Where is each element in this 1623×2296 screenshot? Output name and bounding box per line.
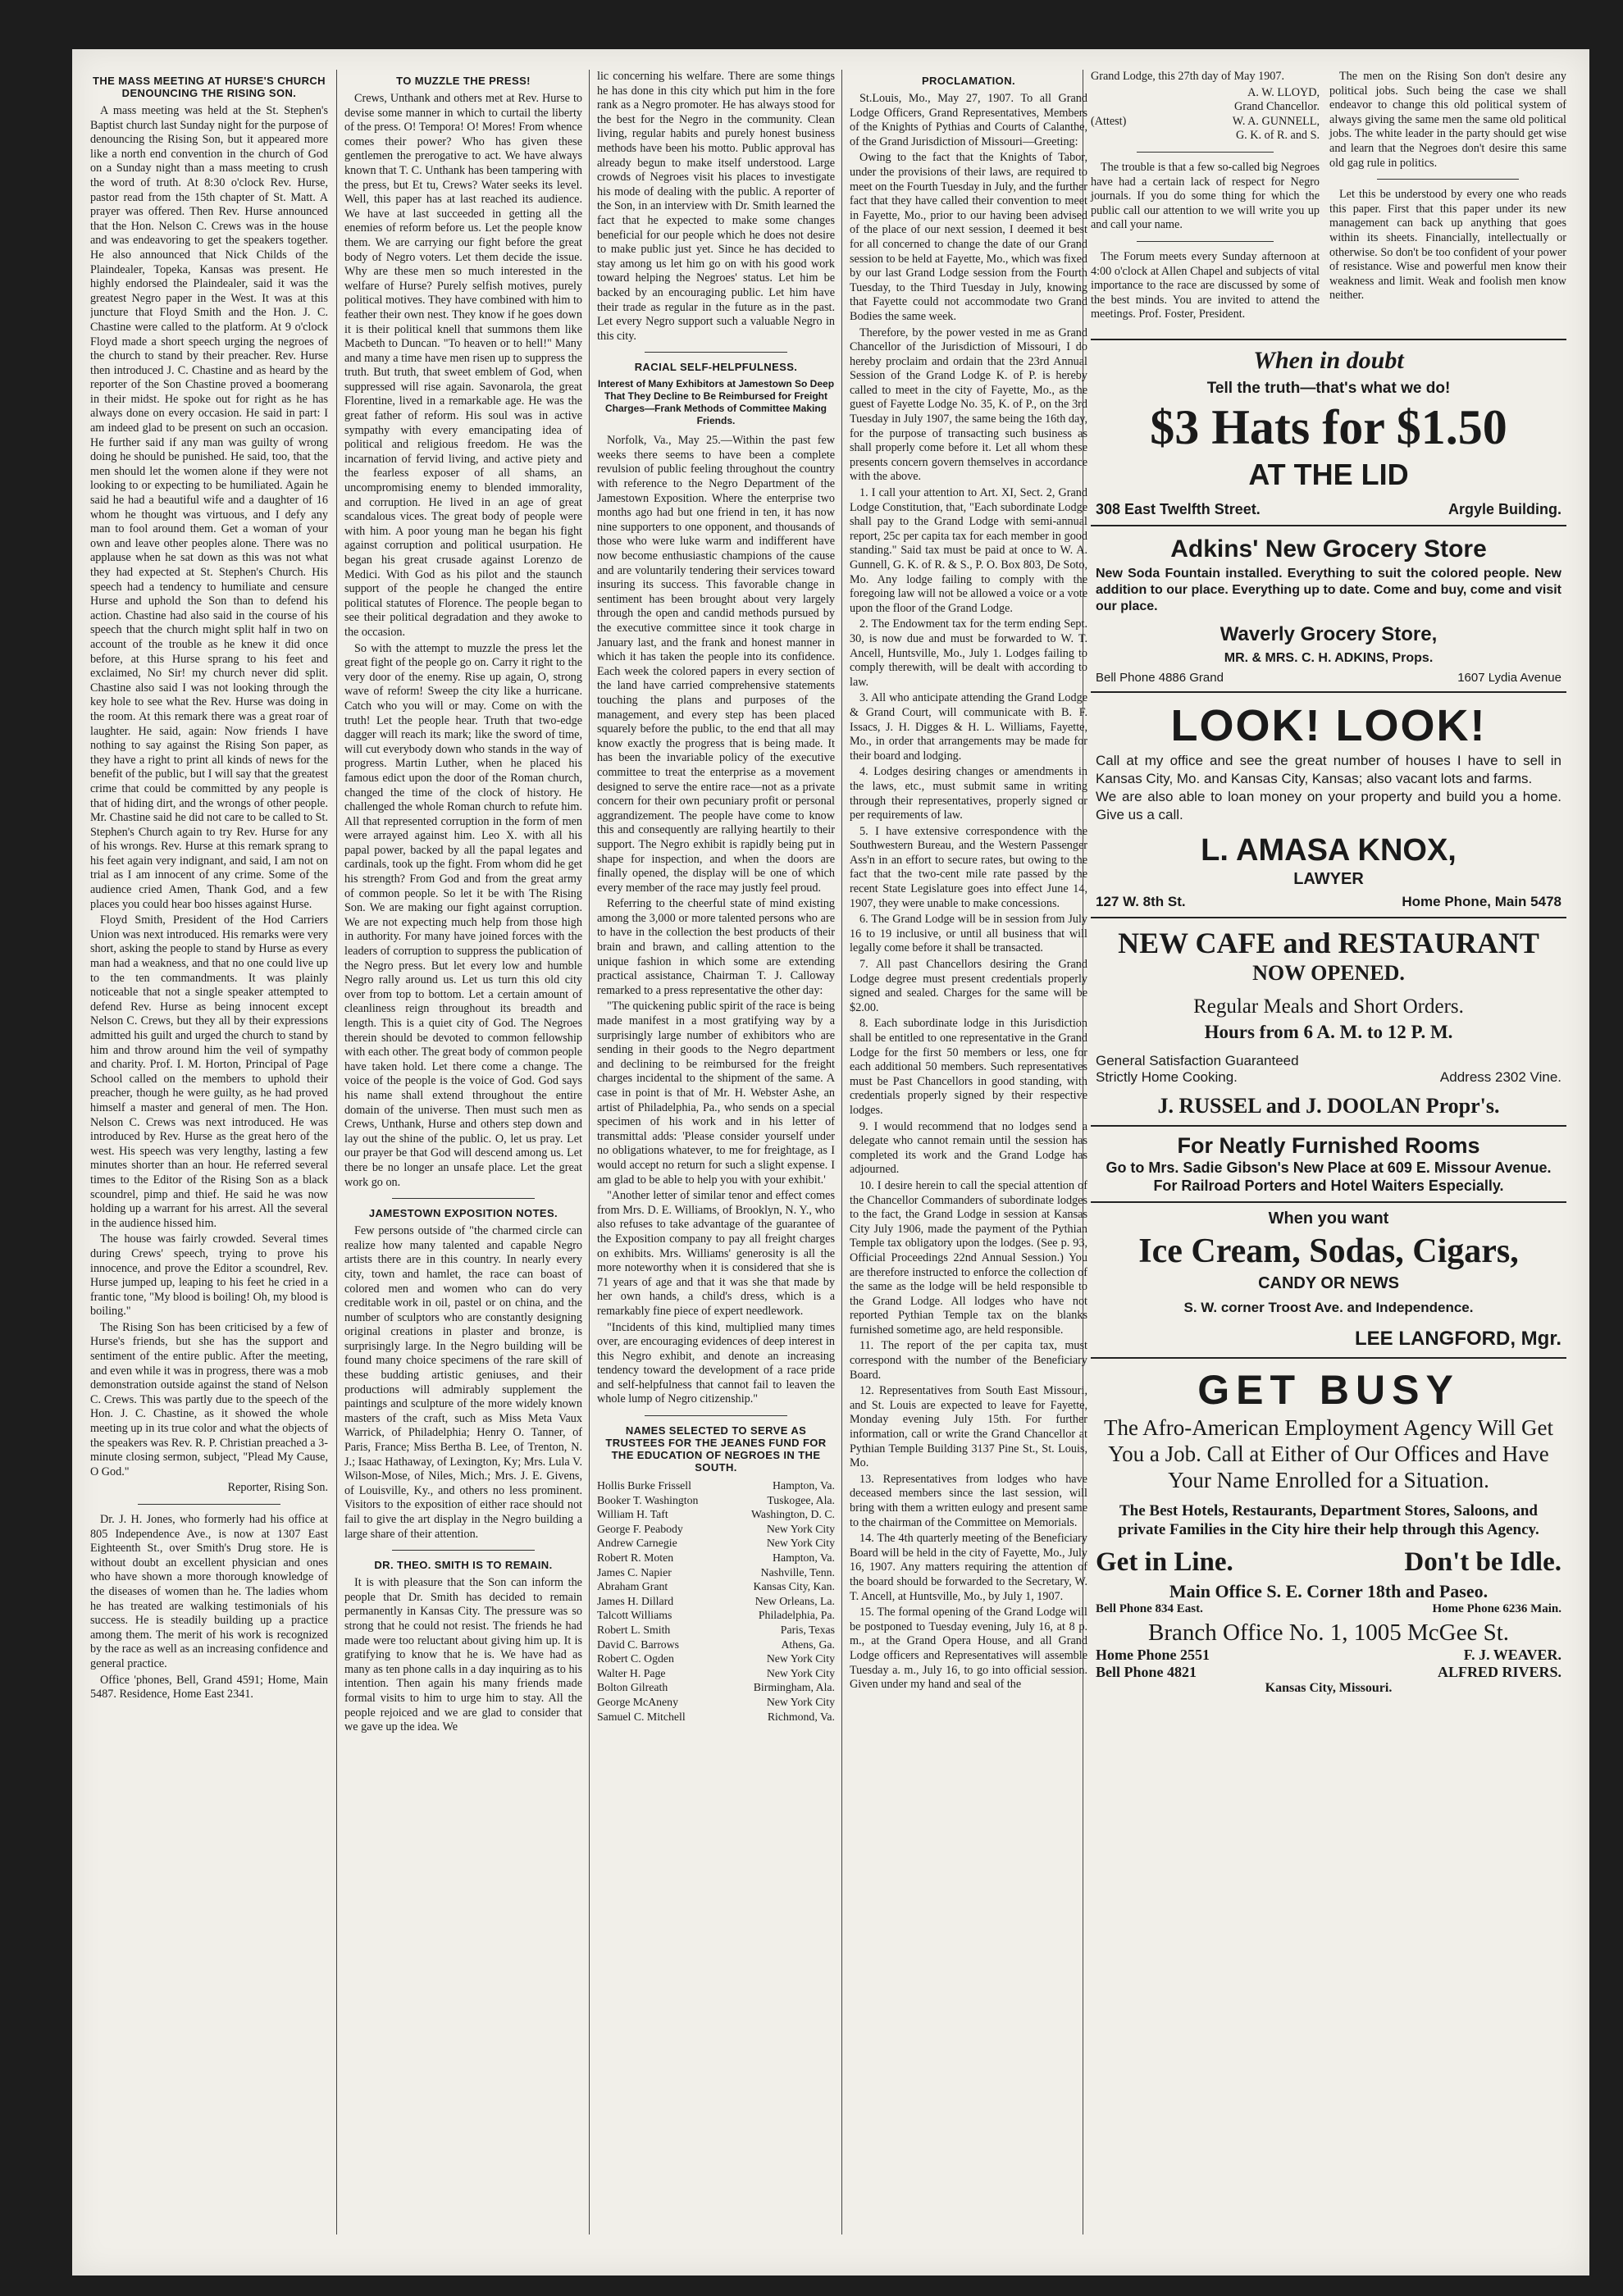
signature: W. A. GUNNELL, bbox=[1232, 114, 1320, 128]
rooms-ad bbox=[1091, 1125, 1566, 1201]
divider bbox=[1137, 241, 1274, 242]
trustee-row bbox=[597, 1551, 835, 1565]
ad-store-name: Waverly Grocery Store, bbox=[1220, 622, 1438, 645]
divider bbox=[1137, 152, 1274, 153]
divider bbox=[1377, 179, 1519, 180]
article-headline: RACIAL SELF-HELPFULNESS. bbox=[634, 361, 798, 374]
trustee-name: Robert R. Moten bbox=[597, 1551, 674, 1565]
ad-address: Address 2302 Vine. bbox=[1439, 1068, 1561, 1085]
trustee-location: Washington, D. C. bbox=[751, 1508, 835, 1521]
trustee-row bbox=[597, 1594, 835, 1609]
ad-text: Strictly Home Cooking. bbox=[1096, 1068, 1238, 1085]
trustee-row bbox=[597, 1522, 835, 1537]
ad-name: ALFRED RIVERS. bbox=[1437, 1663, 1561, 1680]
trustee-location: New York City bbox=[766, 1537, 835, 1550]
ad-title: LOOK! LOOK! bbox=[1170, 700, 1487, 750]
proclamation-paragraph: 9. I would recommend that no lodges send a delegate who cannot remain until the session has completed its work and the Grand Lodge has adjourned. bbox=[850, 1119, 1087, 1177]
trustee-name: Walter H. Page bbox=[597, 1666, 666, 1679]
advertisements bbox=[1091, 70, 1566, 1702]
employment-ad bbox=[1091, 1357, 1566, 1702]
proclamation-paragraph: 13. Representatives from lodges who have deceased members since the last session, will bring with them a written eulogy and present same to the chairman of the Committee on Memorials. bbox=[850, 1472, 1087, 1529]
trustee-row bbox=[597, 1536, 835, 1551]
ad-title: For Neatly Furnished Rooms bbox=[1177, 1132, 1480, 1158]
column-rule bbox=[336, 70, 337, 2234]
ad-text: New Soda Fountain installed. Everything to suit the colored people. New addition to our place. Everything up to date. Come and buy, come and visit our place. bbox=[1096, 566, 1561, 613]
article-paragraph: lic concerning his welfare. There are some things he has done in this city which put him in the fore rank as a Negro promoter. He has always stood for the best for the Negro in the community. Clean living, regular habits and purely honest business methods have been his motto. Public approval has already begun to make itself understood. Large crowds of Negroes visit his places to investigate his mode of dealing with the public. A reporter of the Son, in an interview with Dr. Smith learned the fact that he expected to make some changes beneficial for our people which he does not desire to make public just yet. Since he has decided to stay among us let him go on with his good work toward helping the Negroes' status. Let him be backed by an encouraging public. Let him have their trade as regular in the future as in the past. Let every Negro support such a valuable Negro in this city. bbox=[597, 70, 835, 343]
proclamation-paragraph: 7. All past Chancellors desiring the Grand Lodge degree must present credentials properly signed and sealed. Charges for the same will be $2.00. bbox=[850, 958, 1087, 1014]
trustee-list bbox=[597, 1478, 835, 1724]
trustee-row bbox=[597, 1493, 835, 1508]
trustee-row bbox=[597, 1710, 835, 1724]
proclamation-paragraph: 15. The formal opening of the Grand Lodge will be postponed to Tuesday evening, July 16, at 8 p. m., at the Grand Opera House, and all Grand Lodge officers and Representatives will assemble Tuesday a. m., July 16, to go into official session. Given under my hand and seal of the bbox=[850, 1606, 1087, 1692]
trustee-location: Hampton, Va. bbox=[772, 1551, 835, 1565]
ad-hours: Hours from 6 A. M. to 12 P. M. bbox=[1204, 1021, 1453, 1042]
ad-title: When in doubt bbox=[1253, 346, 1404, 374]
proclamation-end: Grand Lodge, this 27th day of May 1907. bbox=[1091, 70, 1285, 83]
article-headline: JAMESTOWN EXPOSITION NOTES. bbox=[368, 1207, 558, 1220]
signature-title: G. K. of R. and S. bbox=[1235, 129, 1320, 143]
article-paragraph: A mass meeting was held at the St. Stephen's Baptist church last Sunday night for the purpose of denouncing the Rising Son, but it appeared more like a north end convention in the church of God on a Sunday night than a mass meeting to crush the word of truth. At 8:30 o'clock Rev. Hurse, pastor read from the 15th chapter of St. Matt. A prayer was offered. Then Rev. Hurse announced that the Hon. Nelson C. Crews was in the house and was endeavoring to get the speakers together. He also announced that Nick Childs of the Plaindealer, Topeka, Kansas was present. He highly endorsed the Plaindealer, said it was the greatest Negro paper in the West. It was at this juncture that Floyd Smith and the Hon. J. C. Chastine were called to the platform. At 9 o'clock Floyd made a short speech urging the negroes of the church to stand by their preacher. Rev. Hurse then introduced J. C. Chastine and as heard by the reporter of the Son Chastine proved a boomerang in their midst. He spoke out for right as he has always done on every occasion. He said in part: I am indeed glad to be present on such an occasion. He further said if any man was guilty of wrong doing he should be punished. He said, too, that the men should let the women alone if they were not looking to or expecting to be humiliated. Again he said he had a beautiful wife and a daughter of 16 whom he thought was virtuous, and I defy any man to fool around them. Get a woman of your own and leave other peoples alone. There was no applause when he sat down as this was not what they had expected at St. Stephen's Church. His speech had a tendency to humiliate and censure Hurse and uphold the Son than to defend his action. Chastine had also said in the course of his speech that the church might split half in two on account of the trouble as he knew it did once before, at this Hurse sprang to his feet and exclaimed, No Sir! my church never did split. Chastine also said I was not looking through the key hole to see what the Rev. Hurse was doing in the room. At this remark there was a great roar of laughter. He said, again: Now friends I have nothing to say against the Rising Son paper, as they have a right to print all kinds of news for the benefit of the public, but I will say that the greatest crime that could be committed by any people is that of hiding dirt, and the wrongs of other people. Mr. Chastine said he did not care to be called to St. Stephen's Church again to try Rev. Hurse for any of his wrongs. Rev. Hurse at this remark sprang to his feet again very indignant, and said, I am not on trial as I am innocent of any crime. Some of the audience cried Amen, Thank God, and a few places you could hear boo hisses against Hurse. bbox=[90, 104, 328, 911]
proclamation-paragraph: 8. Each subordinate lodge in this Jurisdiction shall be entitled to one representative in the Grand Lodge for the first 50 members or less, one for each additional 50 members. Such representatives must be Past Chancellors in good standing, with credentials properly signed by their respective lodges. bbox=[850, 1017, 1087, 1117]
ad-address: S. W. corner Troost Ave. and Independence. bbox=[1183, 1299, 1474, 1315]
trustee-location: Birmingham, Ala. bbox=[753, 1681, 835, 1694]
proclamation-paragraph: Owing to the fact that the Knights of Tabor, under the provisions of their laws, are required to meet on the Fourth Tuesday in July, and the further fact that they have called their convention to meet in Fayette, Mo., prior to our having been advised of the place of our next session, I deemed it best for all concerned to change the date of our Grand session to be held at Fayette, Mo., which was fixed by our last Grand Lodge session from the Fourth Tuesday, to the Third Tuesday in July, knowing that Fayette could not accommodate two Grand Bodies the same week. bbox=[850, 151, 1087, 323]
article-headline: PROCLAMATION. bbox=[921, 75, 1015, 87]
article-headline: TO MUZZLE THE PRESS! bbox=[396, 75, 531, 87]
article-paragraph: "Another letter of similar tenor and effect comes from Mrs. D. E. Williams, of Brooklyn, N. Y., who also refuses to take advantage of the guarantee of the Exposition company to pay all freight charges on exhibits. Mrs. Williams' generosity is all the more noteworthy when it is considered that she is 71 years of age and that it was she that made by her own hands, a child's dress, which is a remarkably fine piece of expert needlework. bbox=[597, 1189, 835, 1318]
trustee-location: Nashville, Tenn. bbox=[760, 1565, 835, 1578]
divider bbox=[392, 1550, 535, 1551]
proclamation-paragraph: 14. The 4th quarterly meeting of the Beneficiary Board will be held in the city of Fayette, Mo., July 16, 1907. Any matters requiring the attention of the board should be forwarded to the Secretary, W. T. Ancell, at Huntsville, Mo., by July 1, 1907. bbox=[850, 1532, 1087, 1603]
proclamation-body bbox=[850, 92, 1087, 1692]
ad-city: Kansas City, Missouri. bbox=[1265, 1680, 1393, 1695]
trustee-name: George F. Peabody bbox=[597, 1522, 683, 1535]
trustee-name: Bolton Gilreath bbox=[597, 1681, 668, 1694]
column-4 bbox=[850, 70, 1087, 2243]
editorial-notes bbox=[1091, 70, 1566, 324]
signature: A. W. LLOYD, bbox=[1247, 85, 1320, 99]
article-paragraph: Office 'phones, Bell, Grand 4591; Home, Main 5487. Residence, Home East 2341. bbox=[90, 1673, 328, 1702]
ad-headline: AT THE LID bbox=[1248, 457, 1409, 491]
trustee-row bbox=[597, 1651, 835, 1666]
article-headline: NAMES SELECTED TO SERVE AS TRUSTEES FOR THE JEANES FUND FOR THE EDUCATION OF NEGROES IN THE SOUTH. bbox=[605, 1424, 827, 1474]
trustee-location: Tuskogee, Ala. bbox=[767, 1493, 835, 1506]
article-subheadline: Interest of Many Exhibitors at Jamestown So Deep That They Decline to Be Reimbursed for Freight Charges—Frank Methods of Committee Making Friends. bbox=[597, 378, 835, 427]
trustee-name: Talcott Williams bbox=[597, 1609, 672, 1622]
trustee-row bbox=[597, 1666, 835, 1681]
trustee-name: Robert C. Ogden bbox=[597, 1652, 674, 1665]
trustee-row bbox=[597, 1623, 835, 1638]
ad-proprietors: MR. & MRS. C. H. ADKINS, Props. bbox=[1224, 650, 1434, 665]
ad-phone: Home Phone, Main 5478 bbox=[1402, 893, 1561, 909]
editorial-paragraph: Let this be understood by every one who reads this paper. First that this paper under its new management can back up anything that goes within its sheets. Financially, intellectually or otherwise. So don't be too confident of your power of resistance. Wise and powerful men know their weakness and limit. Weak and foolish men know neither. bbox=[1329, 188, 1566, 303]
column-1 bbox=[90, 70, 328, 2243]
trustee-row bbox=[597, 1579, 835, 1594]
article-paragraph: So with the attempt to muzzle the press let the great fight of the people go on. Carry it right to the very door of the enemy. Rise up again, O, strong wave of reform! Sweep the city like a hurricane. Catch who you will or may. Come on with the truth! Let the people hear. Truth that two-edge dagger will reach its mark; like the sword of time, will cut everybody down who stands in the way of progress. Martin Luther, when he placed his famous edict upon the door of the Roman church, changed the time of the clock of history. He challenged the whole Roman church to refute him. All that represented corruption in the form of men were arrayed against him. Leo X. with all his papal power, backed by all the papal legates and cardinals, took up the fight. From whom did he get his strength? From God and from the great army of common people. So let it be with The Rising Son. We are making our fight against corruption. We are not expecting much help from those high in authority. For many have joined forces with the leaders of corruption to suppress the publication of the Negro press. But let every low and humble Negro rally around us. Let us turn this old city over from top to bottom. Let a certain amount of cleanliness reign throughout its breadth and length. This is a quiet city of God. The Negroes therein should be devoted to common fellowship with each other. The great body of common people have taken hold. Let there come a change. The voice of the people is the voice of God. God says his name shall extend throughout the entire domain of the universe. Then must such men as Crews, Unthank, Hurse and others step down and lay out the shine of the public. O, let us pray. Let our prayer be that God will descend among us. Let there be no longer an unsafe place. Let the great work go on. bbox=[344, 641, 582, 1189]
ad-address: Branch Office No. 1, 1005 McGee St. bbox=[1148, 1619, 1509, 1646]
trustee-location: New York City bbox=[766, 1695, 835, 1708]
proclamation-paragraph: 12. Representatives from South East Missouri, and St. Louis are expected to leave for Fayette, Monday evening July 15th. For further information, call or write the Grand Chancellor at Pythian Temple Building 3137 Pine St., St. Louis, Mo. bbox=[850, 1384, 1087, 1470]
ad-text: The Best Hotels, Restaurants, Department Stores, Saloons, and private Families in the City hire their help through this Agency. bbox=[1118, 1501, 1539, 1538]
article-paragraph: It is with pleasure that the Son can inform the people that Dr. Smith has decided to remain permanently in Kansas City. The pressure was so strong that he could not resist. The friends he had made were too reluctant about giving him up. It is gratifying to know that he is. We have had as many as ten phone calls in a day inquiring as to his intention. Then again his many friends made formal visits to him to urge him to stay. All the people rejoiced and we are glad to consider that we gave up the idea. We bbox=[344, 1576, 582, 1734]
article-paragraph: Referring to the cheerful state of mind existing among the 3,000 or more talented persons who are to have in the collection the best products of their brain and brawn, and calling attention to the unique fashion in which some are extending practical assistance, Chairman T. J. Calloway remarked to a press representative the other day: bbox=[597, 897, 835, 997]
ad-title: Ice Cream, Sodas, Cigars, bbox=[1138, 1232, 1519, 1270]
trustee-location: Hampton, Va. bbox=[772, 1479, 835, 1492]
trustee-row bbox=[597, 1507, 835, 1522]
ad-proprietors: J. RUSSEL and J. DOOLAN Propr's. bbox=[1157, 1093, 1500, 1118]
ad-profession: LAWYER bbox=[1293, 869, 1364, 888]
ad-subtitle: CANDY OR NEWS bbox=[1258, 1273, 1399, 1292]
article-paragraph: The Rising Son has been criticised by a few of Hurse's friends, but she has the support and sentiment of the entire public. After the meeting, and even while it was in progress, there was a mob demonstration outside against the stand of Nelson C. Crews. This was partly due to the speech of the Hon. J. C. Chastine, as it showed the whole meeting up in its true color and what the objects of the speakers was Rev. R. P. Christian preached a 3-minute closing sermon, subject, "Plead My Cause, O God." bbox=[90, 1320, 328, 1478]
cafe-ad bbox=[1091, 917, 1566, 1125]
article-paragraph: Norfolk, Va., May 25.—Within the past few weeks there seems to have been a complete revulsion of public feeling throughout the country with reference to the Negro Department of the Jamestown Exposition. Where the enterprise two months ago had but one friend in ten, it has now nine supporters to one opponent, and thousands of those who were luke warm and indifferent have now become enthusiastic champions of the cause and are voluntarily tendering their services toward insuring its success. This favorable change in sentiment has been brought about very largely through the open and candid methods pursued by the executive committee since it took charge in January last, and the frank and honest manner in which it has taken the people into its confidence. Each week the colored papers in every section of the land have carried comprehensive statements touching the plans and purposes of the management, and every step has been placed squarely before the public, to the end that all may know exactly the progress that is being made. It has been the invariable policy of the executive committee to treat the enterprise as a movement designed to serve the entire race—not as a private concern for their own pecuniary profit or personal aggrandizement. The people have come to know this and consequently are rallying heartily to their support. The Negro exhibit is rapidly being put in shape for inspection, and when the doors are finally opened, the display will be one of which every member of the race may justly feel proud. bbox=[597, 434, 835, 895]
proclamation-paragraph: 4. Lodges desiring changes or amendments in the laws, etc., must submit same in writing through their representatives, properly signed or per requirements of law. bbox=[850, 765, 1087, 822]
column-3 bbox=[597, 70, 835, 2243]
trustee-location: Paris, Texas bbox=[780, 1624, 835, 1636]
ad-phone: Home Phone 2551 bbox=[1096, 1646, 1210, 1663]
ad-text: General Satisfaction Guaranteed bbox=[1096, 1052, 1299, 1068]
proclamation-paragraph: 2. The Endowment tax for the term ending Sept. 30, is now due and must be forwarded to W. T. Ancell, Huntsville, Mo., July 1. Lodges failing to comply therewith, will be dealt with according to law. bbox=[850, 617, 1087, 689]
trustee-row bbox=[597, 1478, 835, 1493]
trustee-name: William H. Taft bbox=[597, 1508, 668, 1521]
trustee-location: Athens, Ga. bbox=[781, 1638, 835, 1651]
ad-text: We are also able to loan money on your property and build you a home. Give us a call. bbox=[1096, 788, 1561, 822]
trustee-name: George McAneny bbox=[597, 1695, 678, 1708]
trustee-name: Robert L. Smith bbox=[597, 1624, 671, 1636]
ad-text: The Afro-American Employment Agency Will Get You a Job. Call at Either of Our Offices and Have Your Name Enrolled for a Situation. bbox=[1103, 1414, 1553, 1492]
proclamation-paragraph: St.Louis, Mo., May 27, 1907. To all Grand Lodge Officers, Grand Representatives, Members of the Knights of Pythias and Courts of Calanthe, of the Grand Jurisdiction of Missouri—Greeting: bbox=[850, 92, 1087, 148]
ad-subtitle: Tell the truth—that's what we do! bbox=[1206, 379, 1451, 397]
trustee-name: Hollis Burke Frissell bbox=[597, 1479, 691, 1492]
article-headline: THE MASS MEETING AT HURSE'S CHURCH DENOUNCING THE RISING SON. bbox=[93, 75, 326, 99]
ad-subtitle: NOW OPENED. bbox=[1252, 960, 1405, 985]
trustee-location: Philadelphia, Pa. bbox=[758, 1609, 835, 1622]
article-paragraph: "Incidents of this kind, multiplied many times over, are encouraging evidences of deep interest in this Negro exhibit, and denote an increasing tendency toward the development of a race pride and self-helpfulness that cannot fail to leaven the whole lump of Negro citizenship." bbox=[597, 1320, 835, 1406]
trustee-row bbox=[597, 1695, 835, 1710]
trustee-name: Andrew Carnegie bbox=[597, 1537, 677, 1550]
proclamation-paragraph: 6. The Grand Lodge will be in session from July 16 to 19 inclusive, or until all business that will legally come before it shall be transacted. bbox=[850, 913, 1087, 955]
proclamation-paragraph: 11. The report of the per capita tax, must correspond with the number of the Beneficiary Board. bbox=[850, 1339, 1087, 1382]
trustee-name: Booker T. Washington bbox=[597, 1493, 699, 1506]
ad-headline: $3 Hats for $1.50 bbox=[1150, 399, 1507, 454]
icecream-ad bbox=[1091, 1201, 1566, 1357]
newspaper-page bbox=[72, 49, 1589, 2276]
ad-title: NEW CAFE and RESTAURANT bbox=[1118, 926, 1539, 959]
hats-ad bbox=[1091, 339, 1566, 525]
trustee-location: New York City bbox=[766, 1666, 835, 1679]
ad-address: 1607 Lydia Avenue bbox=[1457, 670, 1561, 685]
trustee-location: New Orleans, La. bbox=[755, 1594, 835, 1607]
trustee-row bbox=[597, 1565, 835, 1580]
trustee-name: Samuel C. Mitchell bbox=[597, 1710, 686, 1723]
ad-manager: LEE LANGFORD, Mgr. bbox=[1355, 1327, 1561, 1350]
column-rule bbox=[841, 70, 842, 2234]
editorial-paragraph: The Forum meets every Sunday afternoon at 4:00 o'clock at Allen Chapel and subjects of vital importance to the race are discussed by some of the best minds. You are invited to attend the meetings. Prof. Foster, President. bbox=[1091, 249, 1320, 321]
article-paragraph: Crews, Unthank and others met at Rev. Hurse to devise some manner in which to curtail the liberty of the press. O! Tempora! O! Mores! From whence comes their power? Who has given these gentlemen the prerogative to act. We have always known that T. C. Unthank has been tampering with the press, but Et tu, Crews? Water seeks its level. Well, this paper has at last reached its audience. We have at last succeeded in getting all the enemies of reform before us. Let the people know them. We are carrying our fight before the great body of Negro voters. Let them decide the issue. Why are these men so much interested in the welfare of Hurse? Purely selfish motives, purely political motives. They have combined with him to feather their own nest. They know if he goes down it is their political knell that summons them like Macbeth to Duncan. "To heaven or to hell!" Many and many a time have men risen up to suppress the truth. But truth, that sweet emblem of God, when suppressed will rise again. Savonarola, the great Florentine, lived in a remarkable age. He was the great father of reform. His soul was in active sympathy with every emancipating idea of political and religious freedom. He was the incarnation of fervid living, and active piety and the fearless exposer of all shams, an uncompromising enemy to blended immorality, and corruption. He lived in an age of great scandalous vices. The great body of people were with him. A poor young man he began his fight against corruption and political usurpation. He began his great crusade against Lorenzo de Medici. With God as his pilot and the staunch support of the people he changed the entire political statutes of Florence. The people began to see their political degradation and they awoke to the occasion. bbox=[344, 92, 582, 639]
divider bbox=[645, 1415, 787, 1416]
ad-address: 308 East Twelfth Street. bbox=[1096, 500, 1261, 517]
ad-text: Go to Mrs. Sadie Gibson's New Place at 609 E. Missour Avenue. For Railroad Porters and Hotel Waiters Especially. bbox=[1106, 1159, 1552, 1194]
ad-name: L. AMASA KNOX, bbox=[1201, 832, 1457, 868]
ad-slogan: Don't be Idle. bbox=[1404, 1547, 1561, 1577]
signature-title: Grand Chancellor. bbox=[1234, 100, 1320, 114]
column-2 bbox=[344, 70, 582, 2243]
divider bbox=[645, 352, 787, 353]
ad-slogan: Get in Line. bbox=[1096, 1547, 1233, 1577]
ad-phone: Home Phone 6236 Main. bbox=[1432, 1601, 1561, 1615]
ad-title: GET BUSY bbox=[1197, 1366, 1460, 1413]
article-paragraph: The house was fairly crowded. Several times during Crews' speech, trying to prove his innocence, and prove the Editor a scoundrel, Rev. Hurse jumped up, leaping to his feet he cried in a frantic tone, "My blood is boiling! Oh, my blood is boiling." bbox=[90, 1232, 328, 1319]
column-rule bbox=[589, 70, 590, 2234]
real-estate-ad bbox=[1091, 691, 1566, 917]
trustee-row bbox=[597, 1608, 835, 1623]
article-paragraph: "The quickening public spirit of the race is being made manifest in a most gratifying way by a surprisingly large number of exhibitors who are sending in their goods to the Negro department and declining to be reimbursed for the freight charges incidental to the shipment of the same. A case in point is that of Mr. H. Webster Ashe, an artist of Philadelphia, Pa., who sends on a special specimen of his work and in his letter of transmittal adds: 'Please consider yourself under no obligations whatever, to me for freightage, as I would accept no return for such a slight expense. I am glad to be able to help you with your exhibit.' bbox=[597, 1000, 835, 1187]
trustee-location: Kansas City, Kan. bbox=[753, 1580, 835, 1593]
ad-phone: Bell Phone 4821 bbox=[1096, 1663, 1197, 1680]
reporter-credit: Reporter, Rising Son. bbox=[227, 1481, 328, 1495]
article-paragraph: Few persons outside of "the charmed circle can realize how many talented and capable Negro artists there are in this country. In nearly every city, town and hamlet, the race can boast of colored men and women who can do very creditable work in oil, pastel or on china, and the number of sculptors who are constantly designing original creations in plaster and bronze, is surprisingly large. In the Negro building will be found many choice specimens of the rare skill of these budding artistic geniuses, and their productions will admirably supplement the paintings and sculpture of the more widely known masters of the craft, such as Miss Meta Vaux Warrick, of Philadelphia; Henry O. Tanner, of Paris, France; Miss Bertha B. Lee, of Trenton, N. J.; Isaac Hathaway, of Lexington, Ky; Mrs. Lula V. Wilson-Mose, of Niles, Mich.; Mrs. J. E. Givens, of Louisville, Ky., and others no less prominent. Visitors to the exposition of either race should not fail to give the art display in the Negro building a large share of their attention. bbox=[344, 1224, 582, 1541]
ad-phone: Bell Phone 834 East. bbox=[1096, 1601, 1203, 1615]
trustee-row bbox=[597, 1680, 835, 1695]
editorial-paragraph: The trouble is that a few so-called big Negroes have had a certain lack of respect for Negro journals. If you do some thing for which the public call our attention to we will write you up and call your name. bbox=[1091, 160, 1320, 232]
attest-label: (Attest) bbox=[1091, 114, 1127, 128]
trustee-location: New York City bbox=[766, 1522, 835, 1535]
trustee-location: New York City bbox=[766, 1652, 835, 1665]
ad-text: Call at my office and see the great number of houses I have to sell in Kansas City, Mo. and Kansas City, Kansas; also vacant lots and farms. bbox=[1096, 752, 1561, 786]
ad-subtitle: When you want bbox=[1268, 1209, 1389, 1228]
ad-building: Argyle Building. bbox=[1447, 500, 1561, 517]
editorial-paragraph: The men on the Rising Son don't desire any political jobs. Such being the case we shall endeavor to change this old political system of always giving the same men the same old political jobs. The white leader in the party should get wise and learn that the Negroes don't desire this same old gag rule in politics. bbox=[1329, 70, 1566, 170]
ad-address: 127 W. 8th St. bbox=[1096, 893, 1186, 909]
ad-title: Adkins' New Grocery Store bbox=[1170, 535, 1487, 563]
trustee-location: Richmond, Va. bbox=[767, 1710, 835, 1723]
ad-text: Regular Meals and Short Orders. bbox=[1193, 995, 1464, 1018]
proclamation-paragraph: 1. I call your attention to Art. XI, Sect. 2, Grand Lodge Constitution, that, "Each subordinate Lodge shall pay to the Grand Lodge with semi-annual report, 25c per capita tax for each member in good standing." Said tax must be paid at once to W. A. Gunnell, G. K. of R. & S., P. O. Box 803, De Soto, Mo. Any lodge failing to comply with the foregoing law will not be allowed a voice or a vote upon the floor of the Grand Lodge. bbox=[850, 486, 1087, 615]
proclamation-paragraph: Therefore, by the power vested in me as Grand Chancellor of the Jurisdiction of Missouri, I do hereby proclaim and ordain that the 23rd Annual Session of the Grand Lodge K. of P. is hereby called to meet in the city of Fayette, Mo., as the guest of Fayette Lodge No. 35, K. of P., on the 3rd Tuesday in July 1907, the same being the 16th day, for the purpose of transacting such business as shall properly come before it. Let all whom these presents concern govern themselves in accordance with the above. bbox=[850, 326, 1087, 484]
trustee-row bbox=[597, 1638, 835, 1652]
proclamation-paragraph: 5. I have extensive correspondence with the Southwestern Bureau, and the Western Passenger Ass'n in an effort to secure rates, but owing to the fact that the two-cent mile rate passed by the recent State Legislature goes into effect June 14, 1907, they were unable to make concessions. bbox=[850, 824, 1087, 910]
grocery-ad bbox=[1091, 525, 1566, 691]
article-headline: DR. THEO. SMITH IS TO REMAIN. bbox=[374, 1559, 553, 1572]
proclamation-paragraph: 3. All who anticipate attending the Grand Lodge & Grand Court, will communicate with B. F. Issacs, J. H. Digges & H. L. Williams, Fayette, Mo., in order that arrangements may be made for their board and lodging. bbox=[850, 691, 1087, 763]
trustee-name: Abraham Grant bbox=[597, 1580, 668, 1593]
article-paragraph: Floyd Smith, President of the Hod Carriers Union was next introduced. His remarks were very short, asking the people to stand by Hurse as every man had a weakness, and that no one could live up to the ten commandments. It was plainly noticeable that not a single speaker attempted to defend Rev. Hurse as being innocent except Nelson C. Crews, but they all by their expressions admitted his guilt and urged the church to stand by him and throw around him the veil of sympathy and charity. Prof. I. M. Horton, Principal of Page School called on the members to uphold their preacher, though he were guilty, as he had proved himself a master and general of men. The Hon. Nelson C. Crews was next introduced. He was introduced by Rev. Hurse as the great hero of the west. His speech was very lengthy, lasting a few minutes shorter than an hour. He referred several times to the Editor of the Rising Son as a black scoundrel, pimp and thief. He said he was now holding up a warrant for his arrest. All the several in the audience hissed him. bbox=[90, 913, 328, 1230]
trustee-name: James H. Dillard bbox=[597, 1594, 674, 1607]
proclamation-paragraph: 10. I desire herein to call the special attention of the Chancellor Commanders of subordinate lodges to the fact, the Grand Lodge in session at Kansas City July 1906, made the payment of the Pythian Temple tax obligatory upon the lodges. (See p. 93, Official Proceedings 22nd Annual Session.) You are therefore instructed to enforce the collection of the same as the lodge will be held responsible to the Grand Lodge. All lodges who have not reported Pythian Temple tax on the blanks furnished sometime ago, are held responsible. bbox=[850, 1178, 1087, 1337]
trustee-name: David C. Barrows bbox=[597, 1638, 680, 1651]
article-paragraph: Dr. J. H. Jones, who formerly had his office at 805 Independence Ave., is now at 1307 East Eighteenth St., over Smith's Drug store. He is without doubt an excellent physician and ones who have shown a more thorough knowledge of the diseases of women than he. The ladies whom he has treated are walking testimonials of his success. He is steadily building up a practice among them. The merit of his work is recognized by the race as well as an increasing confidence and general practice. bbox=[90, 1513, 328, 1670]
ad-name: F. J. WEAVER. bbox=[1463, 1646, 1561, 1663]
ad-phone: Bell Phone 4886 Grand bbox=[1096, 670, 1224, 685]
trustee-name: James C. Napier bbox=[597, 1565, 672, 1578]
divider bbox=[392, 1198, 535, 1199]
divider bbox=[138, 1504, 280, 1505]
ad-address: Main Office S. E. Corner 18th and Paseo. bbox=[1169, 1580, 1489, 1601]
